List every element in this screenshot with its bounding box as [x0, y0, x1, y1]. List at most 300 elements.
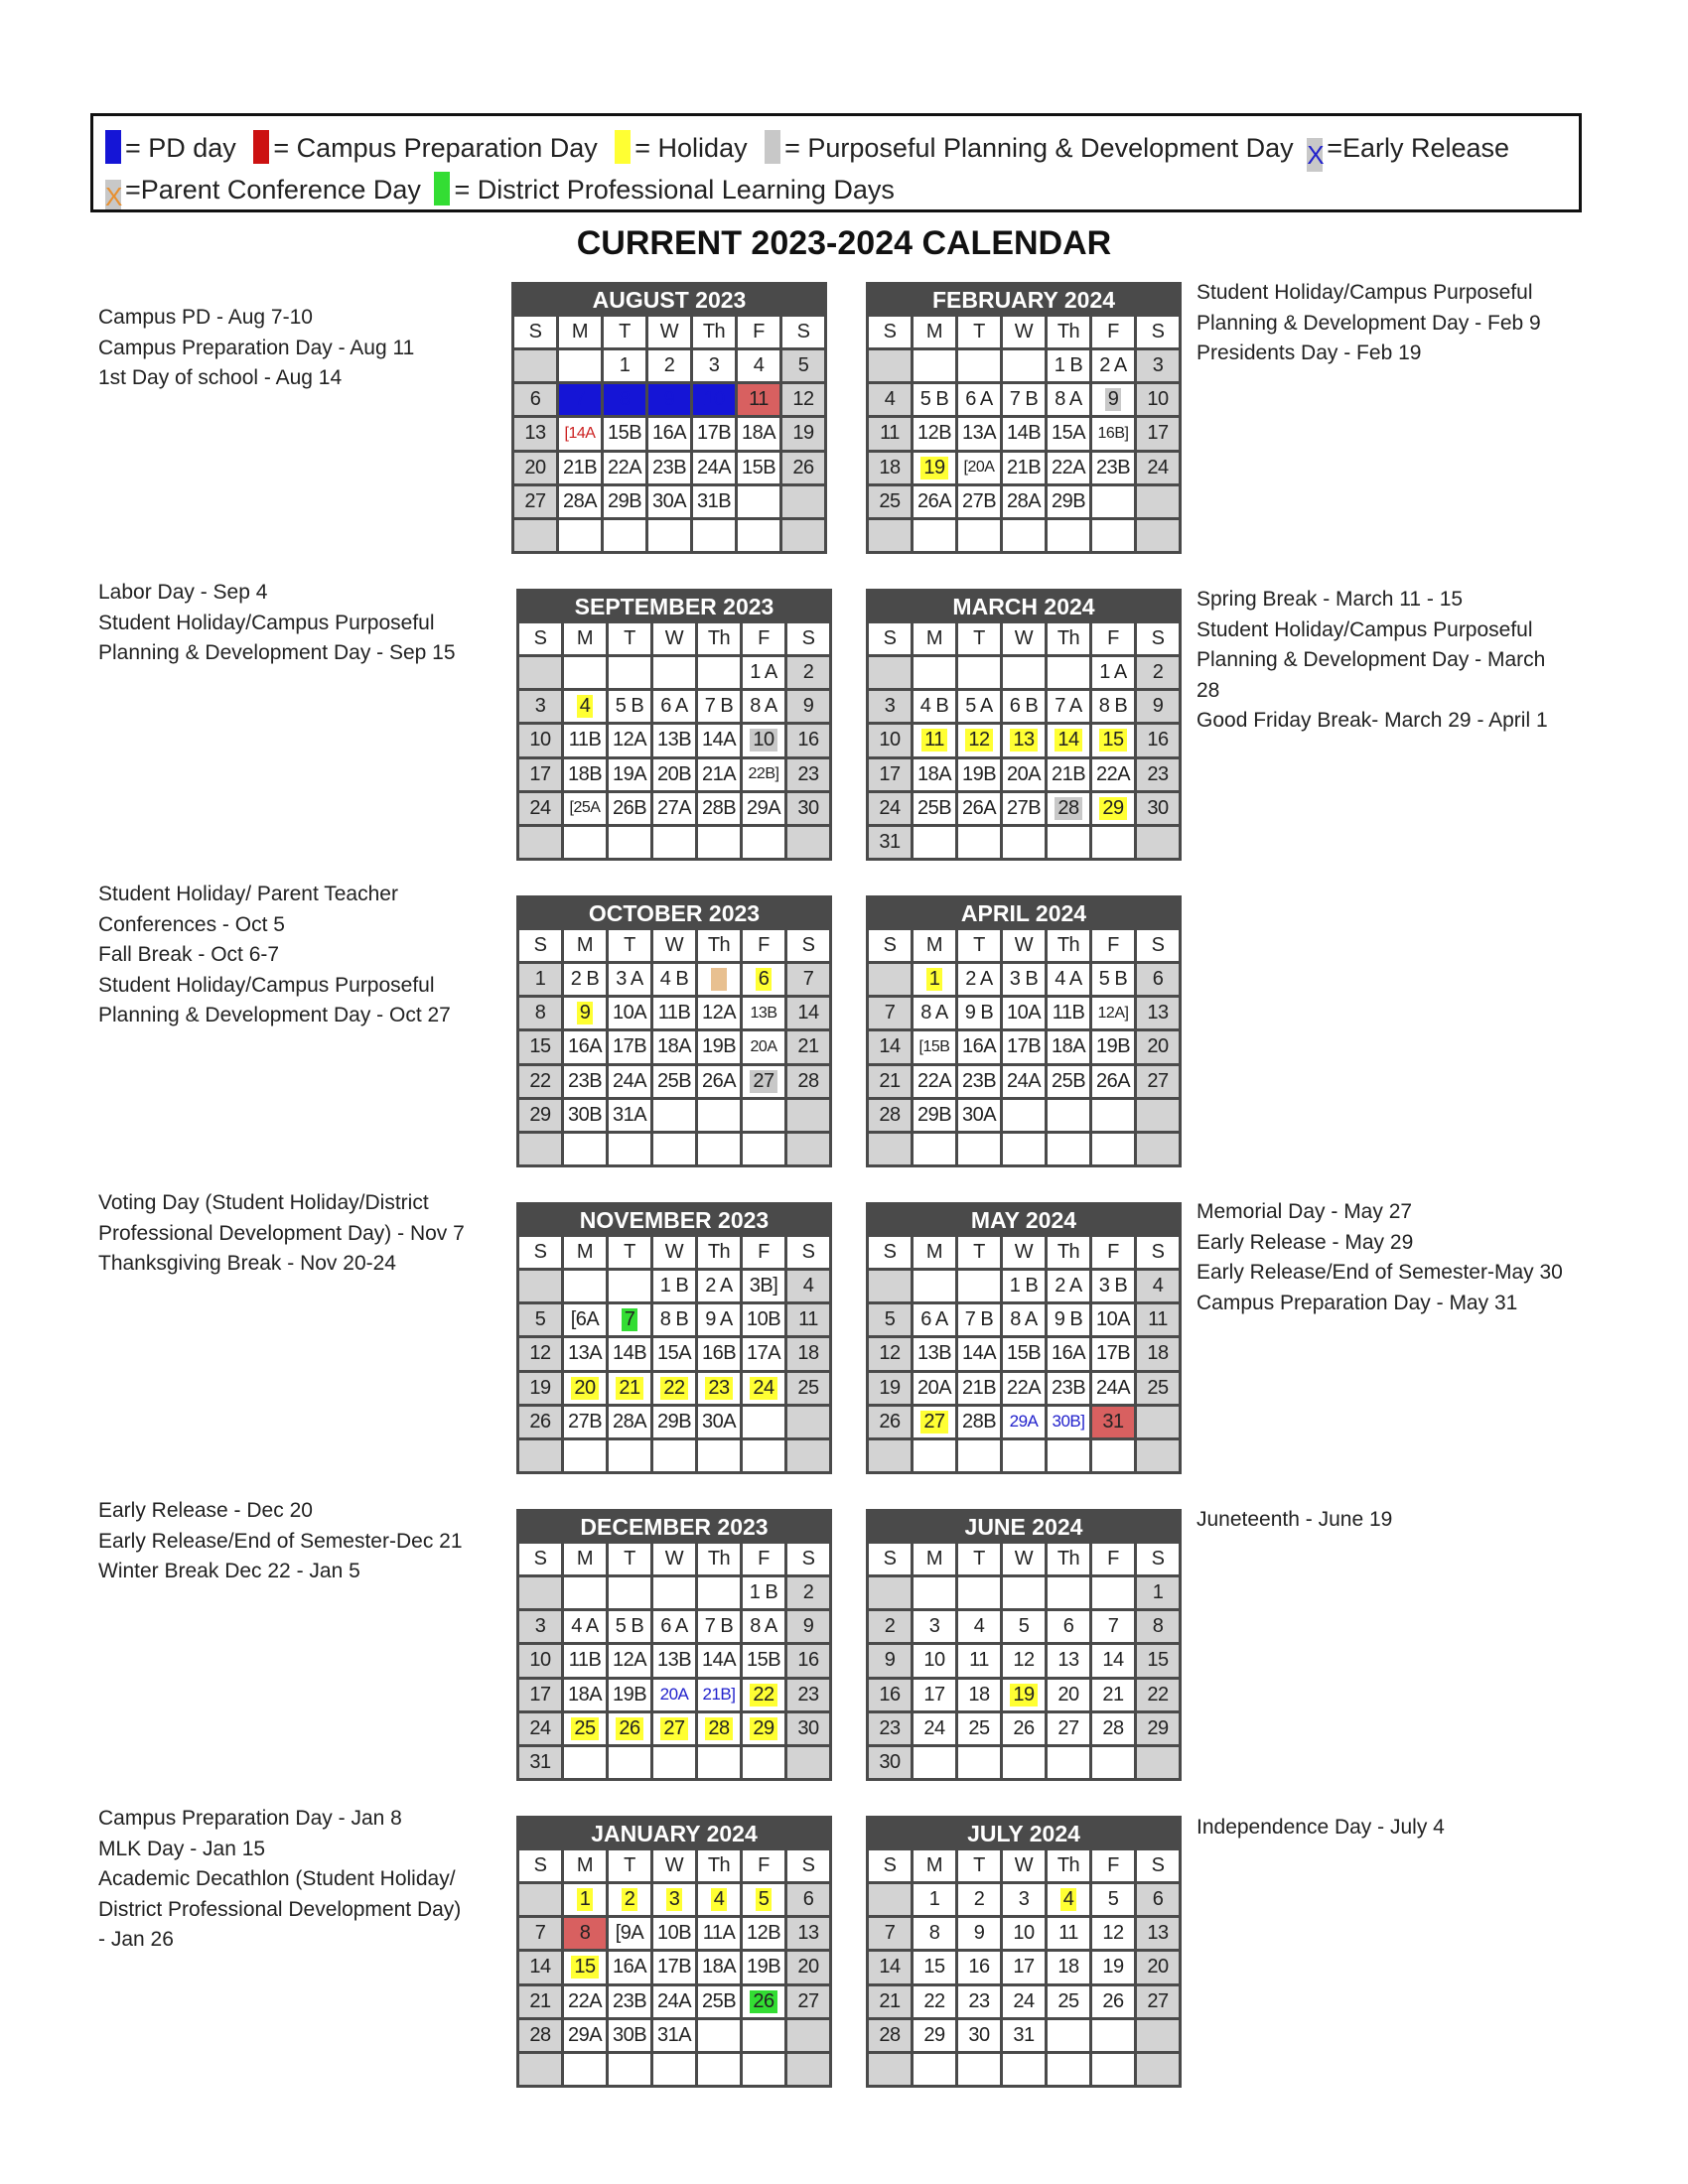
day-label: 4 B	[659, 968, 689, 991]
legend-box	[90, 113, 1582, 212]
day-cell	[1137, 2020, 1179, 2051]
day-cell	[693, 418, 735, 449]
notes-may	[1196, 1197, 1563, 1318]
day-label: 25	[1057, 1989, 1079, 2012]
note-line: Campus Preparation Day - Aug 11	[98, 336, 415, 359]
day-cell	[698, 1407, 740, 1437]
day-cell	[958, 1884, 1000, 1915]
day-cell	[1092, 2054, 1134, 2085]
legend-conference: =Parent Conference Day	[125, 175, 421, 205]
day-cell	[519, 1611, 561, 1642]
day-cell	[564, 1747, 606, 1778]
day-label: 11	[880, 422, 900, 445]
day-cell	[1003, 1066, 1045, 1097]
day-label: 23B	[612, 1989, 647, 2012]
day-cell	[1048, 384, 1089, 415]
day-label: 28	[879, 2023, 901, 2046]
calendar-jun	[866, 1509, 1182, 1781]
day-label: 24	[1013, 1989, 1035, 2012]
day-label: 17	[529, 1683, 551, 1706]
day-cell	[782, 350, 824, 381]
day-cell	[519, 657, 561, 688]
day-label: 13B	[656, 729, 692, 751]
weekday-header: W	[1003, 1237, 1045, 1268]
day-cell	[698, 1611, 740, 1642]
day-cell	[609, 657, 650, 688]
day-label: 11B	[568, 1649, 602, 1672]
day-cell	[743, 1680, 784, 1710]
day-cell	[787, 1952, 829, 1982]
day-cell	[609, 1100, 650, 1131]
day-label: 24	[529, 1716, 551, 1739]
day-label: 29	[750, 1717, 776, 1740]
day-cell	[519, 998, 561, 1028]
day-label: 18A	[701, 1956, 737, 1979]
day-label: 31	[529, 1750, 551, 1773]
weekday-header: S	[869, 623, 911, 654]
day-cell	[653, 759, 695, 790]
weekday-header: M	[564, 623, 606, 654]
day-cell	[914, 998, 955, 1028]
day-cell	[958, 759, 1000, 790]
day-cell	[1092, 998, 1134, 1028]
day-label: 9	[802, 695, 814, 718]
day-label: 5	[711, 968, 728, 991]
day-cell	[1092, 725, 1134, 755]
day-label: 24A	[1006, 1069, 1042, 1092]
day-label: 5 B	[1098, 968, 1128, 991]
day-cell	[914, 1066, 955, 1097]
day-cell	[1092, 1680, 1134, 1710]
day-cell	[1003, 486, 1045, 517]
day-label: 4 B	[919, 695, 949, 718]
day-cell	[782, 384, 824, 415]
day-label: 18	[879, 456, 901, 478]
day-label: 9	[973, 1922, 985, 1945]
day-label: 13	[1147, 1922, 1169, 1945]
day-cell	[787, 691, 829, 722]
day-label: 10	[1147, 388, 1169, 411]
day-cell	[869, 1884, 911, 1915]
day-label: 19A	[612, 762, 647, 785]
day-cell	[1048, 1918, 1089, 1949]
weekday-header: S	[869, 930, 911, 961]
day-cell	[914, 520, 955, 551]
day-cell	[1092, 1884, 1134, 1915]
day-label: 5 B	[615, 1615, 644, 1638]
day-cell	[1003, 1680, 1045, 1710]
day-cell	[653, 998, 695, 1028]
day-cell	[1092, 691, 1134, 722]
day-cell	[1137, 691, 1179, 722]
day-cell	[1092, 520, 1134, 551]
day-label: 9	[1105, 388, 1122, 411]
day-label: 3	[884, 695, 896, 718]
day-label: 10A	[1006, 1002, 1042, 1024]
day-label: 17B	[1006, 1035, 1042, 1058]
day-label: 20	[1147, 1956, 1169, 1979]
day-cell	[1003, 2054, 1045, 2085]
day-label: 26	[792, 456, 814, 478]
day-label: 14A	[701, 1649, 737, 1672]
day-label: 18A	[1051, 1035, 1086, 1058]
day-cell	[698, 1100, 740, 1131]
day-label: 3	[534, 695, 546, 718]
day-cell	[698, 964, 740, 995]
weekday-header: W	[1003, 623, 1045, 654]
day-label: 18	[797, 1342, 819, 1365]
weekday-header: S	[514, 317, 556, 347]
day-cell	[698, 1440, 740, 1471]
day-cell	[914, 657, 955, 688]
day-label: 21	[529, 1989, 551, 2012]
day-label: 23	[879, 1716, 901, 1739]
day-cell	[958, 1100, 1000, 1131]
day-label: 20A	[659, 1685, 689, 1705]
day-cell	[958, 520, 1000, 551]
day-label: 17B	[656, 1956, 692, 1979]
weekday-header: W	[653, 623, 695, 654]
day-cell	[743, 1577, 784, 1608]
day-cell	[514, 418, 556, 449]
day-label: [6A	[570, 1308, 600, 1331]
day-cell	[653, 1440, 695, 1471]
day-label: 1	[926, 968, 943, 991]
day-cell	[519, 1407, 561, 1437]
day-cell	[1137, 1134, 1179, 1164]
weekday-header: M	[914, 1850, 955, 1881]
day-cell	[698, 1918, 740, 1949]
day-label: 20	[797, 1956, 819, 1979]
day-cell	[1137, 1713, 1179, 1744]
day-cell	[653, 964, 695, 995]
day-label: 28A	[612, 1410, 647, 1433]
day-cell	[1003, 2020, 1045, 2051]
day-label: 22	[529, 1069, 551, 1092]
day-label: 28	[1102, 1716, 1124, 1739]
day-cell	[653, 657, 695, 688]
day-label: 22	[923, 1989, 945, 2012]
day-label: 15A	[656, 1342, 692, 1365]
weekday-header: M	[914, 623, 955, 654]
day-cell	[653, 1918, 695, 1949]
day-cell	[914, 1747, 955, 1778]
day-cell	[559, 384, 601, 415]
note-line: Independence Day - July 4	[1196, 1816, 1445, 1839]
day-cell	[1048, 793, 1089, 824]
calendar-aug	[511, 282, 827, 554]
day-label: 26B	[612, 796, 647, 819]
day-cell	[958, 691, 1000, 722]
day-cell	[1137, 759, 1179, 790]
day-cell	[559, 350, 601, 381]
month-title: MARCH 2024	[952, 594, 1095, 619]
day-label: 6 A	[660, 695, 688, 718]
day-cell	[787, 1134, 829, 1164]
day-label: 25B	[916, 796, 952, 819]
day-cell	[958, 486, 1000, 517]
note-line: Labor Day - Sep 4	[98, 581, 268, 604]
month-title: FEBRUARY 2024	[931, 287, 1116, 313]
day-cell	[743, 759, 784, 790]
weekday-header: M	[564, 1237, 606, 1268]
conference-mark: X	[105, 182, 123, 211]
day-label: 28A	[1006, 489, 1042, 512]
legend-line-1	[105, 130, 1569, 172]
day-cell	[1137, 1304, 1179, 1335]
day-cell	[787, 793, 829, 824]
day-label: 15B	[741, 456, 776, 478]
day-label: 17	[1147, 422, 1169, 445]
day-cell	[869, 1577, 911, 1608]
weekday-header: M	[914, 1544, 955, 1574]
day-cell	[519, 725, 561, 755]
day-cell	[698, 1134, 740, 1164]
day-cell	[609, 1986, 650, 2017]
day-cell	[1003, 1577, 1045, 1608]
note-line: Spring Break - March 11 - 15	[1196, 588, 1464, 611]
weekday-header: W	[653, 1237, 695, 1268]
day-cell	[653, 1304, 695, 1335]
weekday-header: S	[1137, 1850, 1179, 1881]
day-cell	[869, 1338, 911, 1369]
day-cell	[787, 964, 829, 995]
day-cell	[1137, 1884, 1179, 1915]
notes-feb	[1196, 278, 1541, 369]
day-cell	[869, 350, 911, 381]
day-cell	[604, 384, 645, 415]
day-label: 14A	[701, 729, 737, 751]
day-label: 23B	[1051, 1376, 1086, 1399]
day-cell	[743, 1611, 784, 1642]
day-cell	[1137, 1407, 1179, 1437]
weekday-header: S	[782, 317, 824, 347]
day-label: 30B]	[1052, 1412, 1085, 1432]
day-label: 28B	[961, 1410, 997, 1433]
day-cell	[787, 1066, 829, 1097]
day-label: 19	[1010, 1684, 1037, 1706]
day-cell	[1048, 2020, 1089, 2051]
note-line: Professional Development Day) - Nov 7	[98, 1221, 465, 1245]
day-cell	[869, 657, 911, 688]
calendar-oct	[516, 895, 832, 1167]
day-cell	[869, 1304, 911, 1335]
weekday-header: T	[609, 1544, 650, 1574]
day-label: 10B	[746, 1308, 781, 1331]
day-cell	[1048, 1645, 1089, 1676]
day-label: 12	[792, 388, 814, 411]
day-cell	[1048, 827, 1089, 858]
day-cell	[1092, 657, 1134, 688]
day-cell	[609, 1338, 650, 1369]
day-cell	[653, 1407, 695, 1437]
day-cell	[738, 520, 779, 551]
day-label: 31A	[612, 1103, 647, 1126]
weekday-header: W	[653, 1544, 695, 1574]
day-label: 19	[879, 1376, 901, 1399]
day-cell	[1048, 1680, 1089, 1710]
day-label: 4	[973, 1615, 985, 1638]
day-cell	[743, 2020, 784, 2051]
day-label: 9	[1152, 695, 1164, 718]
day-label: 14B	[612, 1342, 647, 1365]
day-label: 27	[920, 1411, 947, 1433]
day-label: 16A	[651, 422, 687, 445]
day-cell	[914, 964, 955, 995]
day-cell	[738, 350, 779, 381]
day-cell	[743, 1407, 784, 1437]
day-label: 14	[879, 1956, 901, 1979]
day-label: 25B	[1051, 1069, 1086, 1092]
day-label: 25B	[656, 1069, 692, 1092]
day-cell	[958, 418, 1000, 449]
notes-nov	[98, 1188, 465, 1280]
day-cell	[869, 486, 911, 517]
day-label: 18A	[656, 1035, 692, 1058]
day-cell	[1137, 1952, 1179, 1982]
day-cell	[787, 1747, 829, 1778]
day-label: 7 B	[964, 1308, 994, 1331]
day-cell	[519, 1304, 561, 1335]
day-cell	[869, 1271, 911, 1301]
day-label: 17	[923, 1683, 945, 1706]
day-cell	[609, 725, 650, 755]
note-line: Conferences - Oct 5	[98, 912, 285, 936]
note-line: Planning & Development Day - Oct 27	[98, 1004, 451, 1026]
note-line: Early Release/End of Semester-May 30	[1196, 1261, 1563, 1284]
day-cell	[1003, 1645, 1045, 1676]
day-cell	[519, 1680, 561, 1710]
day-cell	[914, 1577, 955, 1608]
day-cell	[564, 1134, 606, 1164]
day-label: 31	[1102, 1410, 1124, 1433]
weekday-header: T	[609, 1850, 650, 1881]
day-cell	[519, 2020, 561, 2051]
day-label: 26	[1013, 1716, 1035, 1739]
day-label: 17	[1013, 1956, 1035, 1979]
day-cell	[743, 2054, 784, 2085]
weekday-header: Th	[1048, 623, 1089, 654]
day-label: 20A	[1006, 762, 1042, 785]
day-label: 9 A	[705, 1308, 733, 1331]
day-cell	[743, 998, 784, 1028]
day-label: 21	[879, 1069, 901, 1092]
note-line: Juneteenth - June 19	[1196, 1508, 1393, 1531]
day-cell	[564, 793, 606, 824]
day-cell	[1092, 1066, 1134, 1097]
day-cell	[958, 827, 1000, 858]
day-cell	[1003, 1271, 1045, 1301]
notes-dec	[98, 1496, 463, 1587]
day-cell	[1137, 486, 1179, 517]
day-cell	[609, 1918, 650, 1949]
day-cell	[787, 1373, 829, 1404]
day-label: 16	[879, 1683, 901, 1706]
day-cell	[698, 827, 740, 858]
day-label: 29B	[916, 1103, 952, 1126]
day-cell	[914, 1611, 955, 1642]
day-label: 24	[529, 796, 551, 819]
day-label: 22A	[1051, 456, 1086, 478]
day-label: 13B	[656, 1649, 692, 1672]
weekday-header: F	[1092, 623, 1134, 654]
day-cell	[1003, 1884, 1045, 1915]
day-label: 8	[1152, 1615, 1164, 1638]
day-cell	[958, 1952, 1000, 1982]
day-label: 26A	[961, 796, 997, 819]
weekday-header: T	[958, 930, 1000, 961]
day-label: 12	[965, 729, 992, 751]
day-cell	[1137, 1611, 1179, 1642]
day-label: 26	[616, 1717, 642, 1740]
day-label: 9	[577, 1002, 594, 1024]
day-cell	[604, 453, 645, 483]
day-label: 30B	[567, 1103, 603, 1126]
day-cell	[609, 1304, 650, 1335]
note-line: Planning & Development Day - Feb 9	[1196, 311, 1541, 335]
day-label: 19	[792, 422, 814, 445]
day-cell	[609, 1134, 650, 1164]
weekday-header: S	[869, 317, 911, 347]
day-label: 9	[663, 388, 675, 411]
day-cell	[1092, 1271, 1134, 1301]
day-label: 28B	[701, 796, 737, 819]
day-label: 23B	[961, 1069, 997, 1092]
note-line: Campus PD - Aug 7-10	[98, 306, 313, 329]
day-cell	[609, 1577, 650, 1608]
day-cell	[869, 998, 911, 1028]
day-cell	[559, 418, 601, 449]
day-label: 4	[884, 388, 896, 411]
day-label: 11	[798, 1308, 818, 1331]
day-label: 27	[1147, 1069, 1169, 1092]
day-cell	[698, 1680, 740, 1710]
day-cell	[698, 998, 740, 1028]
day-label: 5	[756, 1888, 773, 1911]
day-label: 5	[884, 1308, 896, 1331]
weekday-header: F	[743, 930, 784, 961]
day-label: 3	[1018, 1888, 1030, 1911]
day-cell	[914, 1407, 955, 1437]
weekday-header: S	[787, 623, 829, 654]
calendar-jul	[866, 1816, 1182, 2088]
day-label: 2	[1152, 661, 1164, 684]
day-cell	[653, 1100, 695, 1131]
day-cell	[564, 1645, 606, 1676]
day-label: 23	[797, 1683, 819, 1706]
day-cell	[914, 759, 955, 790]
day-cell	[1048, 1066, 1089, 1097]
day-cell	[653, 1952, 695, 1982]
day-label: 3B]	[749, 1275, 778, 1297]
day-cell	[914, 1440, 955, 1471]
calendar-may	[866, 1202, 1182, 1474]
day-cell	[698, 1373, 740, 1404]
day-cell	[958, 964, 1000, 995]
day-cell	[698, 1066, 740, 1097]
day-cell	[1092, 2020, 1134, 2051]
day-cell	[1048, 1304, 1089, 1335]
day-cell	[1003, 827, 1045, 858]
day-cell	[1048, 1884, 1089, 1915]
weekday-header: S	[519, 930, 561, 961]
day-label: 21	[879, 1989, 901, 2012]
day-cell	[869, 1918, 911, 1949]
day-cell	[519, 1373, 561, 1404]
day-label: 26A	[701, 1069, 737, 1092]
day-cell	[958, 1986, 1000, 2017]
day-label: 9	[802, 1615, 814, 1638]
